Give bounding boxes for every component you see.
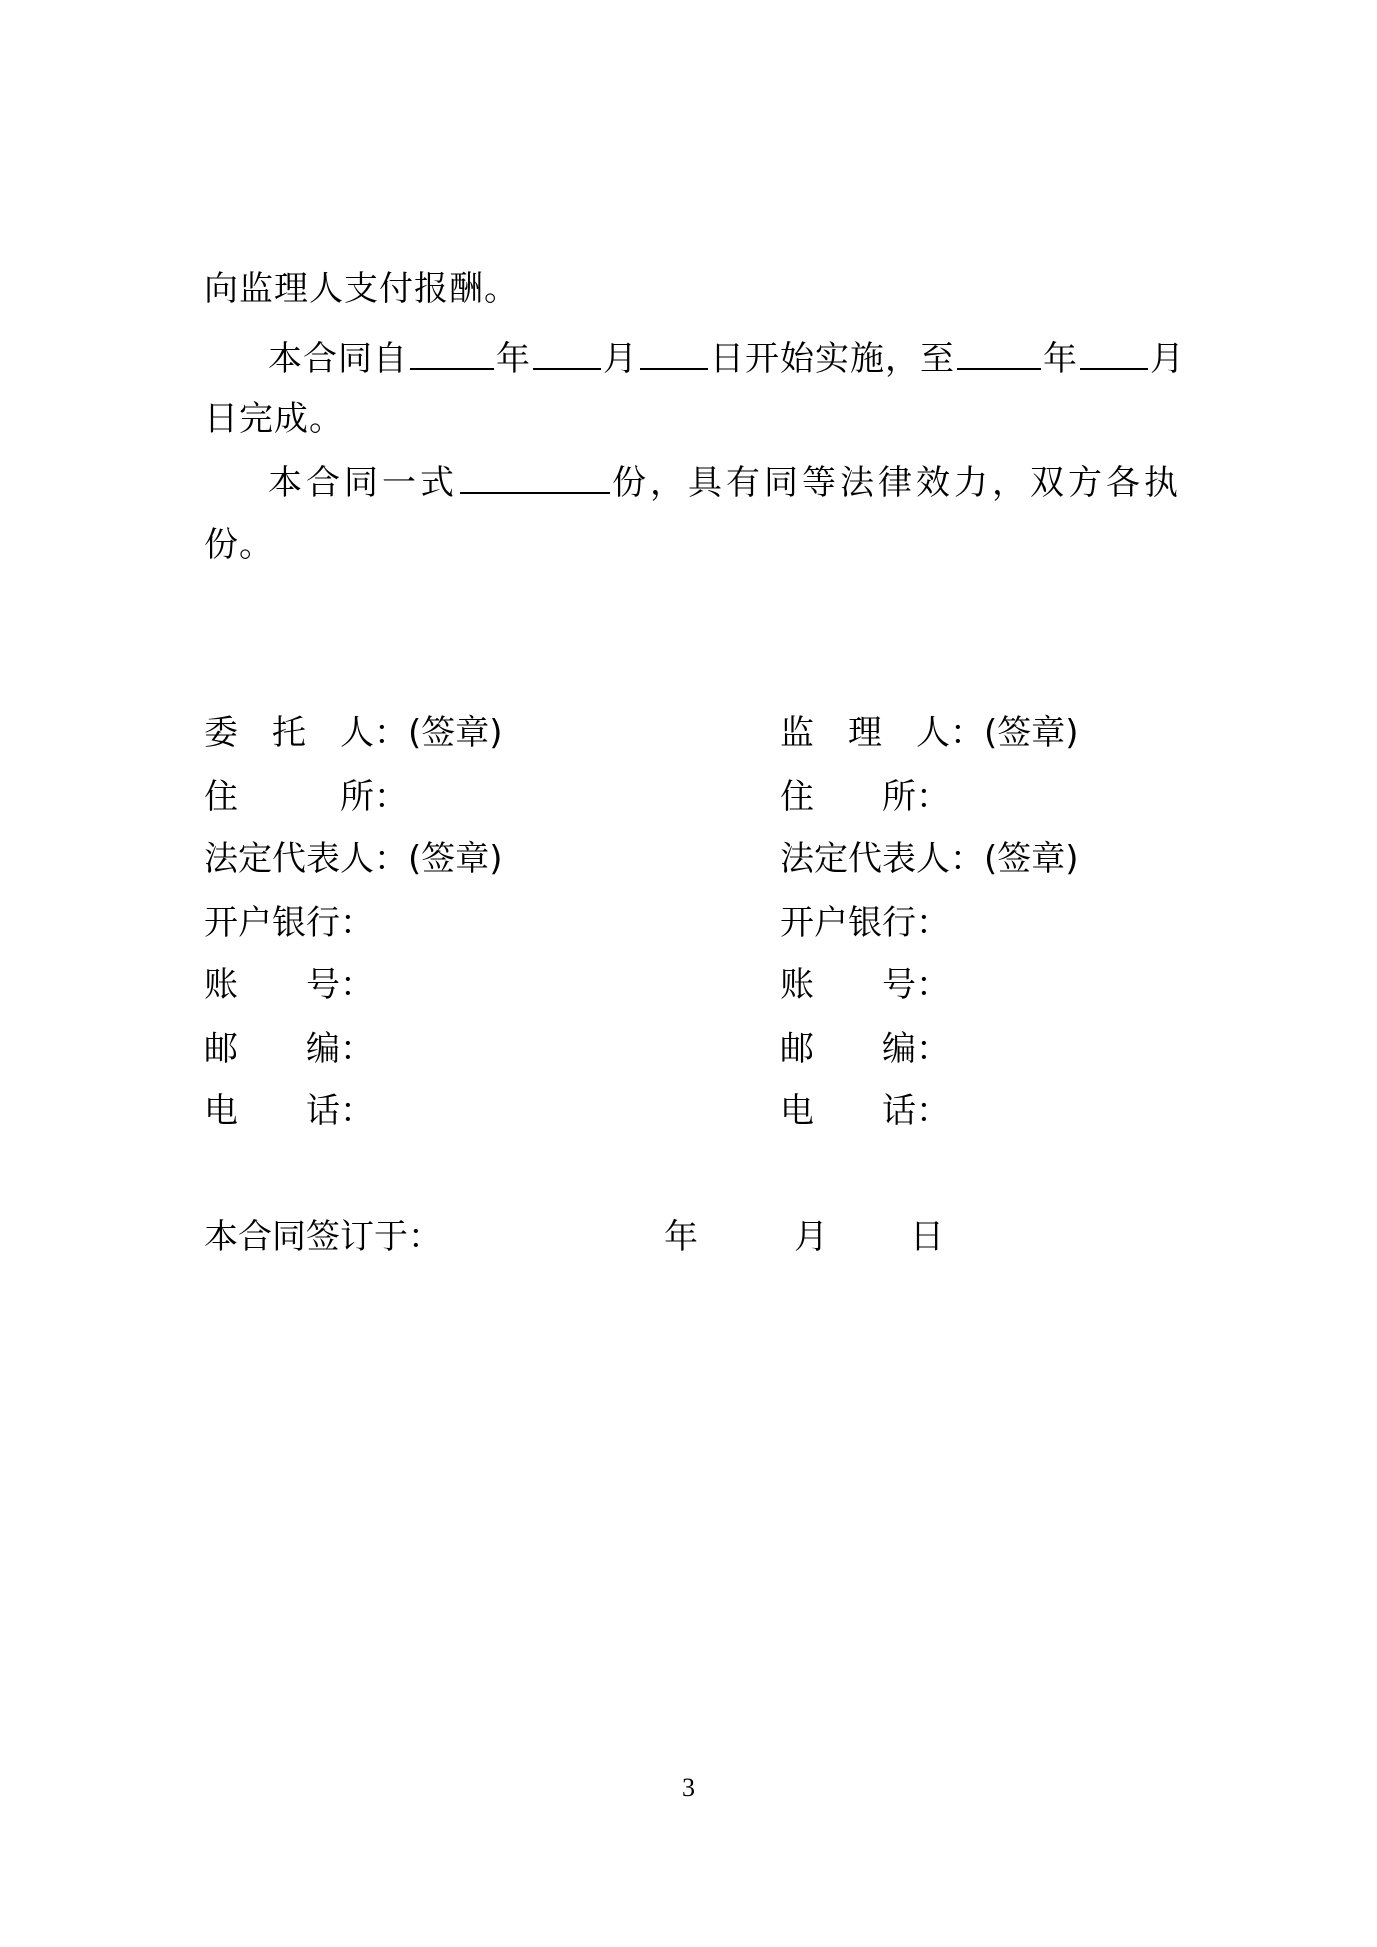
principal-address-label: 住 所：: [204, 777, 408, 817]
period-year1: 年: [496, 339, 531, 379]
period-prefix: 本合同自: [268, 339, 408, 379]
supervisor-address-label: 住 所：: [780, 777, 950, 817]
principal-signature-label: 委 托 人：(签章): [204, 713, 503, 753]
supervisor-signature-label: 监 理 人：(签章): [780, 713, 1079, 753]
period-clause: [268, 336, 1185, 380]
supervisor-bank-label: 开户银行：: [780, 903, 950, 943]
period-clause-end: 日完成。: [204, 399, 344, 439]
signing-day: 日: [910, 1217, 944, 1257]
end-month-blank: [1080, 336, 1148, 370]
start-year-blank: [410, 336, 494, 370]
copies-clause-end: 份。: [204, 525, 274, 565]
period-day1: 日开始实施，至: [710, 339, 955, 379]
period-year2: 年: [1043, 339, 1078, 379]
principal-legal-rep-label: 法定代表人：(签章): [204, 839, 503, 879]
copies-count-blank: [460, 460, 610, 494]
end-year-blank: [957, 336, 1041, 370]
supervisor-legal-rep-label: 法定代表人：(签章): [780, 839, 1079, 879]
period-month1: 月: [603, 339, 638, 379]
copies-suffix: 份，具有同等法律效力，双方各执: [612, 463, 1182, 503]
principal-postcode-label: 邮 编：: [204, 1029, 374, 1069]
supervisor-phone-label: 电 话：: [780, 1091, 950, 1131]
supervisor-postcode-label: 邮 编：: [780, 1029, 950, 1069]
period-month2: 月: [1150, 339, 1185, 379]
copies-prefix: 本合同一式: [268, 463, 458, 503]
start-month-blank: [533, 336, 601, 370]
copies-clause: [268, 460, 1182, 504]
principal-bank-label: 开户银行：: [204, 903, 374, 943]
signing-month: 月: [794, 1217, 828, 1257]
signing-year: 年: [664, 1217, 698, 1257]
supervisor-account-label: 账 号：: [780, 965, 950, 1005]
principal-phone-label: 电 话：: [204, 1091, 374, 1131]
payment-clause-end: 向监理人支付报酬。: [204, 269, 519, 309]
signing-label: 本合同签订于：: [204, 1217, 442, 1257]
start-day-blank: [640, 336, 708, 370]
page-number: 3: [682, 1773, 695, 1802]
principal-account-label: 账 号：: [204, 965, 374, 1005]
